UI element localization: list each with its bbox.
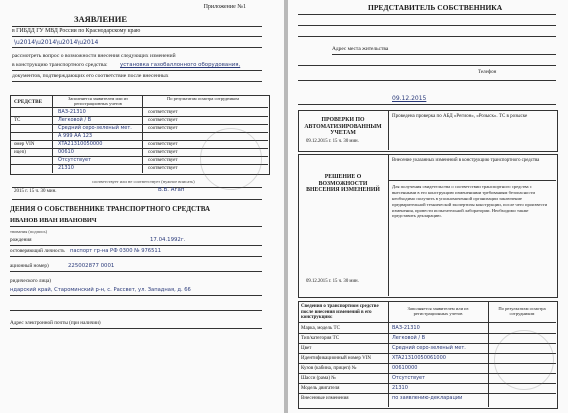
faint-stamp-right: [494, 330, 554, 390]
info-row-label: Шасси (рама) №: [301, 376, 337, 381]
table-row-value: 21310: [58, 165, 74, 171]
table-row-result: соответствует: [148, 142, 178, 147]
check-text: Проведена проверка по АБД «Регион», «Розыск». ТС в розыске: [392, 114, 528, 119]
info-row-value: ВАЗ-21310: [392, 325, 420, 331]
info-row-label: Цвет: [301, 346, 312, 351]
table-row-value: ВАЗ-21310: [58, 109, 86, 115]
address-label: ридического лица): [10, 278, 52, 284]
decision-date: 09.12.2015 г. 15 ч. 30 мин.: [306, 279, 359, 284]
owner-rep-title: ПРЕДСТАВИТЕЛЬ СОБСТВЕННИКА: [368, 3, 503, 12]
table-row-result: соответствует: [148, 166, 178, 171]
table-row-value: XTA21310050000: [58, 141, 103, 147]
info-row-value: по заявлению-декларации: [392, 395, 463, 401]
info-row-value: XTA21310050061000: [392, 355, 446, 361]
passport-note: твования (подпись): [10, 229, 48, 234]
table-row-label: ТС: [14, 118, 21, 123]
vehicle-line: в конструкцию транспортного средства:: [12, 62, 108, 68]
address-value: ндарский край, Староминский р-н, с. Рассвет, ул. Западная, д. 66: [10, 287, 191, 293]
table-row-result: соответствует: [148, 150, 178, 155]
table-row-value: Легковой / В: [58, 117, 92, 123]
addressee: в ГИБДД ГУ МВД России по Краснодарскому краю: [12, 28, 141, 34]
decision-title: РЕШЕНИЕ О ВОЗМОЖНОСТИ ВНЕСЕНИЯ ИЗМЕНЕНИЙ: [306, 174, 380, 194]
signed-date: 2015 г. 15 ч. 30 мин.: [14, 189, 57, 194]
birth-label: рождения: [10, 237, 32, 243]
info-col-claimed: Заполняется заявителем или из регистрационных учетов: [407, 306, 469, 317]
table-row-result: соответствует: [148, 158, 178, 163]
conformity-line: соответствует или не соответствует (нужное вписать): [92, 179, 195, 184]
request-line: рассмотреть вопрос о возможности внесения следующих изменений: [12, 53, 176, 59]
email-label: Адрес электронной почты (при наличии): [10, 320, 101, 326]
left-page: Приложение №1 ЗАЯВЛЕНИЕ в ГИБДД ГУ МВД России по Краснодарскому краю \u2014\u2014\u2014\u2014 рассмотреть вопрос о возможности внесения следующих изменений в конструкцию транспортного средства: установка газобаллонного оборудования, документов, подтверждающих его соответствие после внесенных СРЕДСТВЕ Заполняется заявителем или из регистрационных учетов По результатам осмотра сотрудником ВАЗ-21310 соответствует ТС Легковой / В соответствует Средний серо-зеленый мет. соответствует А 999 АА 123 омер VIN XTA21310050000 соответствует ицеп) 00610 соответствует Отсутствует соответствует 21310 соответствует соответствует или не соответствует (нужное вписать) 2015 г. 15 ч. 30 мин. В.В. Агап ДЕНИЯ О СОБСТВЕННИКЕ ТРАНСПОРТНОГО СРЕДСТВА ИВАНОВ ИВАН ИВАНОВИЧ твования (подпись) рождения 17.04.1992г. остоверяющий личность паспорт гр-на РФ 0300 № 976511 ационный номер) 225002877 0001 ридического лица) ндарский край, Староминский р-н, с. Рассвет, ул. Западная, д. 66 Адрес электронной почты (при наличии): [0, 0, 284, 413]
table-row-result: соответствует: [148, 118, 178, 123]
table-row-value: 00610: [58, 149, 74, 155]
info-row-value: 00610000: [392, 365, 418, 371]
signature-name: В.В. Агап: [158, 187, 185, 193]
info-row-label: Марка, модель ТС: [301, 326, 340, 331]
rep-address-label: Адрес места жительства: [332, 46, 389, 52]
table-row-label: ицеп): [14, 150, 26, 155]
info-row-value: Легковой / В: [392, 335, 426, 341]
faint-stamp: [200, 128, 262, 190]
info-row-label: Тип/категория ТС: [301, 336, 340, 341]
info-row-label: Модель двигателя: [301, 386, 340, 391]
table-row-value: Средний серо-зеленый мет.: [58, 125, 132, 131]
change-description: установка газобаллонного оборудования,: [120, 62, 241, 68]
table-row-value: А 999 АА 123: [58, 133, 93, 139]
owner-section-title: ДЕНИЯ О СОБСТВЕННИКЕ ТРАНСПОРТНОГО СРЕДСТВА: [10, 205, 211, 213]
id-label: остоверяющий личность: [10, 248, 65, 254]
decision-text: Для получения свидетельства о соответствии транспортного средства с внесенными в его конструкцию изменениями требованиям безопасности необходимо получить в уполномоченной организации заключение предварительной технической экспертизы конструкции, после чего произвести изменения, провести испытательной лаборатории. Необходимо также представить декларацию.: [392, 184, 548, 219]
check-date: 09.12.2015 г. 15 ч. 30 мин.: [306, 139, 359, 144]
docs-line: документов, подтверждающих его соответствие после внесенных: [12, 73, 169, 79]
tax-value: 225002877 0001: [68, 263, 115, 269]
owner-name: ИВАНОВ ИВАН ИВАНОВИЧ: [10, 217, 97, 224]
table-row-label: омер VIN: [14, 142, 35, 147]
changes-text: Внесение указанных изменений в конструкцию транспортного средства: [392, 158, 540, 163]
table-row-result: соответствует: [148, 110, 178, 115]
info-row-value: Средний серо-зеленый мет.: [392, 345, 466, 351]
info-col-result: По результатам осмотра сотрудником: [498, 306, 546, 317]
info-title: Сведения о транспортном средстве после внесения изменений в его конструкцию:: [301, 304, 379, 321]
birth-date: 17.04.1992г.: [150, 237, 186, 243]
appendix-label: Приложение №1: [203, 4, 246, 10]
table-header-result: По результатам осмотра сотрудником: [167, 96, 239, 101]
table-row-result: соответствует: [148, 126, 178, 131]
info-row-value: 21310: [392, 385, 408, 391]
rep-phone-label: Телефон: [478, 70, 497, 75]
right-page: [288, 0, 568, 413]
page-title: ЗАЯВЛЕНИЕ: [74, 14, 128, 24]
check-title: ПРОВЕРКИ ПО АВТОМАТИЗИРОВАННЫМ УЧЕТАМ: [304, 117, 382, 137]
table-header-claimed: Заполняется заявителем или из регистрационных учетов: [68, 96, 128, 106]
id-value: паспорт гр-на РФ 0300 № 976511: [70, 248, 162, 254]
table-row-value: Отсутствует: [58, 157, 92, 163]
info-row-label: Кузов (кабина, прицеп) №: [301, 366, 357, 371]
tax-label: ационный номер): [10, 263, 49, 269]
rep-sign-date: 09.12.2015: [392, 95, 427, 102]
info-row-value: Отсутствует: [392, 375, 426, 381]
info-row-label: Идентификационный номер VIN: [301, 356, 371, 361]
info-row-label: Внесенные изменения: [301, 396, 349, 401]
table-header-label: СРЕДСТВЕ: [14, 99, 43, 105]
